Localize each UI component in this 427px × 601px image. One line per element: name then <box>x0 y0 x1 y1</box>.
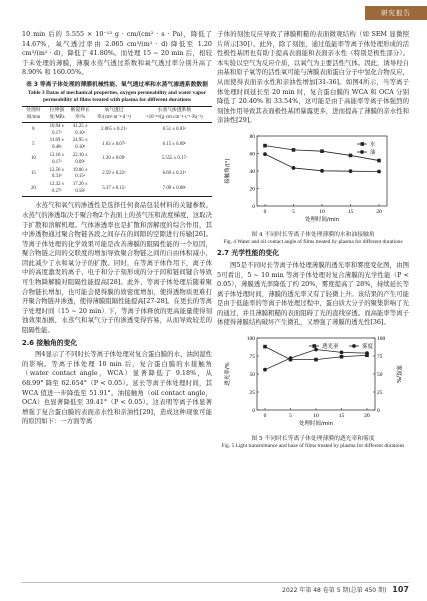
table-cell: 19.06 ± 0.15ᵈ <box>72 167 88 180</box>
x-tick-label: 5 <box>289 413 292 420</box>
x-tick-label: 10 <box>319 208 325 215</box>
table-cell: 12.16 ± 0.17ᵃ <box>49 153 65 165</box>
legend-label: 透光率 <box>322 344 339 351</box>
data-point <box>320 169 324 173</box>
table-cell: 1.63 ± 0.07ᵇ <box>102 141 126 147</box>
data-point <box>292 166 296 170</box>
table-cell: 2.59 ± 0.22ᵇ <box>102 171 126 177</box>
table-cell: 2.065 ± 0.21ᵃ <box>101 127 127 133</box>
x-tick-label: 0 <box>263 208 267 215</box>
table-row <box>22 123 212 138</box>
table-cell: 5.555 ± 0.17ᶜ <box>161 156 188 162</box>
legend-marker <box>360 150 364 154</box>
section-heading: 2.7 光学性能的变化 <box>217 249 279 258</box>
y-tick-label: 0 <box>252 408 255 415</box>
x-tick-label: 20 <box>376 208 382 215</box>
table-cell: 15 <box>30 171 36 177</box>
data-point <box>349 154 353 158</box>
series-line-1 <box>265 154 379 171</box>
paragraph: 图5是不同时长等离子体处理薄膜的透光率和雾度变化图，由图5可看出，5 ~ 10 min 等离子体处理对复合薄膜的光学性能（P < 0.05），薄膜透光率降低了约 20%，雾度提高了 28%，持续延长等离子体处理时间，薄膜的透光率又有了轻微上升。该结果的产生可能是由于低能率的等离子体处理过程中，蛋白质大分子的聚集影响了光的通过，并且薄膜粗糙的表面阻碍了光的直线穿透。而高能率等离子体使得薄膜结构破坏产生微孔，又增强了薄膜的透光性[36]。 <box>217 260 409 327</box>
page-footer <box>282 585 409 594</box>
figure-5-caption-en: Fig. 5 Light transmittance and haze of films treated by plasma for different durations <box>221 443 405 450</box>
table-cell: 6.51 ± 0.03ᵃ <box>162 127 186 133</box>
table-title-cn: 表 3 等离子体处理的薄膜机械性能、氧气透过率和水蒸气渗透系数数据 <box>26 81 208 88</box>
table-cell: 6.15 ± 0.09ᵇ <box>162 141 186 147</box>
right-column <box>217 30 409 450</box>
x-tick-label: 20 <box>364 413 370 420</box>
x-tick-label: 0 <box>263 413 267 420</box>
x-tick-label: 15 <box>347 208 354 215</box>
figure-5 <box>217 330 409 434</box>
legend-label: 水 <box>370 141 376 148</box>
paragraph: 10 min 后的 5.555 × 10⁻¹³ g · cm/(cm² · s · Pa)，降低了 14.67%，氧气透过率由 2.065 cm³/(m² · d) 降低至 1.20 cm³/(m² · d)，降低了 41.80%。而处理 15 ~ 20 min 后，相较于未处理的薄膜，薄膜水蒸气透过系数和氧气透过率分别升高了 8.90% 和 160.05%。 <box>22 30 212 77</box>
table-header-cell: 断裂伸长率/% <box>69 106 91 123</box>
table-cell: 1.20 ± 0.09ᶜ <box>102 156 126 162</box>
table-cell: 10.94 ± 0.17ᵃ <box>49 123 65 136</box>
table-cell: 12.32 ± 0.27ᵇ <box>45 182 69 197</box>
y-tick-label: 100 <box>246 336 255 343</box>
y-tick-label: 0 <box>252 203 255 210</box>
y-axis-label: 透光率/% <box>225 362 231 386</box>
table-row <box>22 138 212 153</box>
table-cell: 11.69 ± 0.48ᵃ <box>49 138 65 151</box>
table-title-en: Table 3 Datas of mechanical properties, oxygen permeability and water vapor permeability of films treated with plasma for different durations <box>27 89 207 103</box>
table-cell: 6.69 ± 0.31ᵈ <box>162 171 186 177</box>
table-cell: 5 <box>32 141 35 147</box>
data-point <box>263 152 267 156</box>
y-tick-label: 60 <box>249 151 255 158</box>
data-point <box>263 345 267 349</box>
y2-axis-label: 雾度/% <box>395 365 401 384</box>
paragraph: 图4显示了不同时长等离子体处理对复合蛋白膜的水、油润湿性的影响。等离子体处理 10 min 后，复合蛋白膜的水接触角（water contact angle，WCA）显著降低了 9.18%，从 68.99° 降至 62.654°（P < 0.05）。延长等离子体处理时间，其 WCA 值进一步降低至 51.91°。油接触角（oil contact angle，OCA）也显著降低至 39.41°（P < 0.05）。这表明等离子体显著增强了复合蛋白膜的表面亲水性和亲油性[29]，造成这种现象可能的原因如下：一方面等离 <box>22 350 212 426</box>
data-point <box>263 368 267 372</box>
table-cell: 7.09 ± 0.08ᵉ <box>137 182 212 197</box>
legend-marker <box>361 142 365 146</box>
data-point <box>263 144 267 148</box>
footer-divider <box>22 582 409 583</box>
paragraph: 水蒸气和氧气的渗透性是选择任何食品包装材料的关键参数。水蒸气的渗透取决于聚合物2个表面上的蒸气压和浓度梯度，这取决于扩散和溶解机理。气体渗透率也是扩散和溶解度的综合作用，其中渗透物通过聚合物链各段之间存在的间隙的空隙进行传输[26]。等离子体处理的化学效果可能是改善薄膜的阻隔性能的一个原因，聚合物链之间的交联度的增加导致聚合物链之间的自由体积减小，因此减少了水和氧分子的扩散。同时，在等离子体作用下，离子体中的高度激发的离子、电子和分子刻形成的分子间和链间键合导致可生物降解膜对阻隔性能提高[28]。此外，等离子体处理后随着聚合物链长增加，也可能会使得膜的致密度增加，使得透物质更难打开聚合物链并渗透，使得薄膜阻隔性能提高[27-28]。在更长的等离子处理时间（15 ~ 20 min）下，等离子体释放的更高能量使得刻蚀效果加剧，水蒸气和氧气分子的渗透变得容易，从而导致较差的阻隔性能。 <box>22 201 212 335</box>
data-point <box>349 169 353 173</box>
data-point <box>340 355 344 359</box>
table-header-cell: 拉伸强度/MPa <box>45 106 69 123</box>
legend-marker <box>313 344 317 348</box>
y-tick-label: 40 <box>249 168 255 175</box>
figure-4-caption-cn: 图 4 不同时长等离子体处理薄膜的水和油接触角 <box>251 231 375 238</box>
table-header-row <box>22 106 212 123</box>
data-table <box>22 106 212 198</box>
contact-angle-chart <box>217 128 409 226</box>
transmittance-haze-chart <box>217 330 409 430</box>
data-point <box>289 356 293 360</box>
table-cell: 17.20 ± 0.58ᵉ <box>69 182 91 197</box>
y-tick-label: 50 <box>249 372 255 379</box>
table-header-cell: 水蒸气渗透系数×10⁻¹³/(g·cm·cm⁻²·s⁻¹·Pa⁻¹) <box>137 106 212 123</box>
table-cell: 12.56 ± 0.31ᵇ <box>49 167 65 180</box>
page-number: 107 <box>392 585 409 594</box>
data-point <box>377 170 381 174</box>
figure-4-caption-en: Fig. 4 Water and oil contact angle of films treated by plasma for different durations <box>223 239 403 246</box>
data-point <box>314 358 318 362</box>
left-column <box>22 30 212 427</box>
y-tick-label: 75 <box>249 354 255 361</box>
data-point <box>292 148 296 152</box>
data-point <box>320 149 324 153</box>
data-point <box>365 351 369 355</box>
table-cell: 10 <box>30 156 36 162</box>
table-row <box>22 153 212 168</box>
table-row <box>22 167 212 182</box>
paragraph: 子体的刻蚀反应导致了薄膜粗糙的表面微观结构（如 SEM 显微照片所示[30]）。此外，除了刻蚀，通过低能率等离子体处理形成的活性极性基团也有助于提高表面能和表面亲水性（特别是极性部分）。本实验以空气为反应介质，以氧气为主要活性气体。因此，诱导羟自由基和原子氧等的活性氧可能与薄膜表面蛋白分子中氢化合物反应，从而使得表面亲水性和亲油性增加[31-36]。如图4所示，当等离子体处理时间延长至 20 min 时，复合蛋白膜的 WCA 和 OCA 分别降低了 20.40% 和 33.54%，这可能是由于高能率等离子体强烈的刻蚀作用导致其表面极性基团暴露更多，进而提高了薄膜的亲水性和亲油性[29]。 <box>217 30 409 125</box>
y2-tick-label: 0 <box>377 408 380 415</box>
y2-tick-label: 75 <box>377 354 383 361</box>
y-axis-label: 接触角/(°) <box>225 158 231 184</box>
table-row <box>22 182 212 197</box>
table-header-cell: 处理时间/min <box>22 106 45 123</box>
y-tick-label: 20 <box>249 186 255 193</box>
legend-label: 雾度 <box>362 344 374 351</box>
data-point <box>340 351 344 355</box>
figure-5-caption-cn: 图 5 不同时长等离子体处理薄膜的透光率和雾度 <box>251 435 375 442</box>
y-tick-label: 25 <box>249 390 255 397</box>
y-tick-label: 80 <box>249 133 255 140</box>
x-axis-label: 处理时间/min <box>304 216 340 223</box>
x-tick-label: 10 <box>313 413 319 420</box>
y2-tick-label: 50 <box>377 372 383 379</box>
x-tick-label: 5 <box>292 208 295 215</box>
table-cell: 20 <box>22 182 45 197</box>
legend-marker <box>352 344 356 348</box>
section-tag <box>365 6 427 20</box>
table-cell: 41.25 ± 0.10ᵃ <box>72 123 88 136</box>
x-tick-label: 15 <box>338 413 345 420</box>
journal-issue: 2022 年第 48 卷第 5 期(总第 450 期) <box>282 587 387 594</box>
section-tag-label: 研究报告 <box>381 9 411 17</box>
section-heading: 2.6 接触角的变化 <box>22 338 78 347</box>
x-axis-label: 处理时间/min <box>298 421 334 428</box>
table-cell: 5.37 ± 0.15ᵃ <box>91 182 136 197</box>
table-header-cell: 氧气透过率/(cm³·m⁻²·d⁻¹) <box>91 106 136 123</box>
figure-4 <box>217 128 409 230</box>
y2-tick-label: 100 <box>377 336 386 343</box>
data-point <box>377 159 381 163</box>
table-cell: 24.95 ± 0.10ᵇ <box>72 138 88 151</box>
table-cell: 0 <box>32 127 35 133</box>
y2-tick-label: 25 <box>377 390 383 397</box>
data-point <box>314 348 318 352</box>
table-cell: 22.10 ± 0.09ᶜ <box>72 153 88 165</box>
legend-label: 油 <box>370 149 376 156</box>
